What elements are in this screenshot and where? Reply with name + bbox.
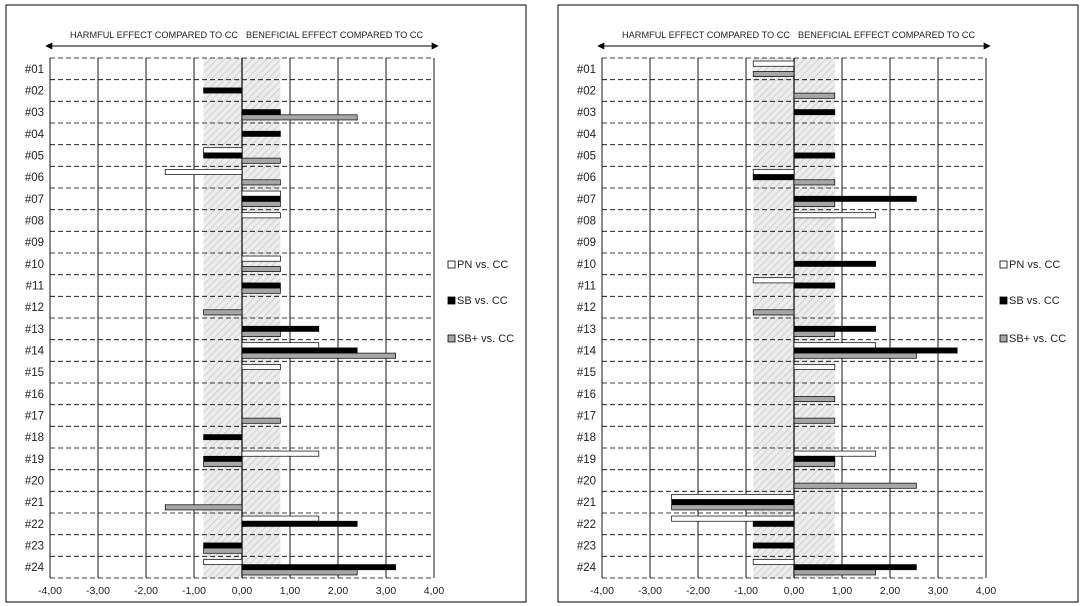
bar-sb-06 (753, 175, 794, 180)
bar-sb-plus-07 (242, 201, 280, 206)
x-tick-label: -4,00 (38, 585, 62, 597)
bar-sb-19 (794, 456, 835, 461)
x-tick-label: 3,00 (375, 585, 397, 597)
category-label: #18 (24, 432, 44, 445)
bar-sb-plus-21 (165, 505, 242, 510)
arrow-right-label: BENEFICIAL EFFECT COMPARED TO CC (246, 30, 424, 40)
bar-sb-plus-17 (794, 418, 835, 423)
bar-sb-22 (242, 521, 357, 526)
category-label: #09 (24, 237, 44, 250)
bar-sb-10 (794, 261, 876, 266)
category-label: #23 (576, 540, 596, 553)
bar-sb-plus-12 (753, 310, 794, 315)
bar-pn-10 (242, 256, 280, 261)
category-label: #24 (24, 562, 44, 575)
x-tick-label: 0,00 (783, 585, 805, 597)
bar-pn-24 (753, 559, 794, 564)
legend-label: PN vs. CC (1009, 259, 1061, 271)
bar-pn-01 (753, 61, 794, 66)
bar-sb-plus-17 (242, 418, 280, 423)
category-label: #16 (576, 388, 596, 401)
category-label: #04 (24, 128, 44, 141)
bar-sb-03 (794, 110, 835, 115)
category-label: #03 (24, 107, 44, 120)
bar-sb-05 (204, 153, 242, 158)
bar-sb-13 (794, 326, 876, 331)
legend-swatch (1000, 261, 1007, 268)
bar-sb-05 (794, 153, 835, 158)
bar-sb-plus-07 (794, 201, 835, 206)
bar-sb-24 (242, 565, 396, 570)
category-label: #18 (576, 432, 596, 445)
category-label: #10 (576, 258, 596, 271)
category-label: #14 (576, 345, 596, 358)
bar-sb-plus-06 (794, 180, 835, 185)
category-label: #15 (576, 367, 596, 380)
bar-pn-15 (242, 364, 280, 369)
category-label: #24 (576, 562, 596, 575)
bar-pn-19 (242, 451, 319, 456)
x-tick-label: -1,00 (734, 585, 758, 597)
bar-sb-plus-19 (794, 461, 835, 466)
bar-pn-06 (753, 169, 794, 174)
bar-sb-07 (794, 196, 916, 201)
bar-sb-plus-13 (242, 331, 280, 336)
category-label: #21 (24, 497, 44, 510)
bar-sb-plus-24 (242, 570, 357, 575)
bar-sb-plus-11 (242, 288, 280, 293)
category-label: #04 (576, 128, 596, 141)
category-label: #17 (24, 410, 44, 423)
legend-label: SB vs. CC (457, 295, 508, 307)
bar-sb-11 (242, 283, 280, 288)
category-label: #20 (24, 475, 44, 488)
x-tick-label: -2,00 (686, 585, 710, 597)
legend-swatch (1000, 335, 1007, 342)
x-tick-label: 2,00 (879, 585, 901, 597)
x-tick-label: 3,00 (927, 585, 949, 597)
category-label: #14 (24, 345, 44, 358)
category-label: #01 (24, 63, 44, 76)
category-label: #10 (24, 258, 44, 271)
category-label: #23 (24, 540, 44, 553)
category-label: #12 (24, 302, 44, 315)
category-label: #12 (576, 302, 596, 315)
category-label: #19 (24, 453, 44, 466)
bar-sb-07 (242, 196, 280, 201)
bar-sb-plus-21 (672, 505, 794, 510)
bar-pn-08 (794, 213, 876, 218)
category-label: #15 (24, 367, 44, 380)
category-label: #11 (25, 280, 44, 293)
category-label: #19 (576, 453, 596, 466)
category-label: #05 (576, 150, 596, 163)
bar-sb-plus-14 (242, 353, 396, 358)
bar-pn-24 (204, 559, 242, 564)
category-label: #13 (24, 323, 44, 336)
x-tick-label: 0,00 (231, 585, 253, 597)
bar-pn-19 (794, 451, 876, 456)
category-label: #11 (577, 280, 596, 293)
x-tick-label: -3,00 (638, 585, 662, 597)
bar-sb-plus-02 (794, 93, 835, 98)
bar-pn-15 (794, 364, 835, 369)
bar-pn-22 (672, 516, 794, 521)
arrow-right-label: BENEFICIAL EFFECT COMPARED TO CC (798, 30, 976, 40)
bar-sb-14 (794, 348, 957, 353)
bar-sb-plus-01 (753, 71, 794, 76)
bar-sb-13 (242, 326, 319, 331)
bar-sb-04 (242, 131, 280, 136)
bar-sb-plus-23 (204, 548, 242, 553)
legend-label: SB+ vs. CC (457, 333, 515, 345)
arrow-left-label: HARMFUL EFFECT COMPARED TO CC (622, 30, 790, 40)
legend-swatch (1000, 297, 1007, 304)
category-label: #08 (576, 215, 596, 228)
bar-sb-02 (204, 88, 242, 93)
legend-label: SB vs. CC (1009, 295, 1060, 307)
x-tick-label: -1,00 (182, 585, 206, 597)
bar-sb-18 (204, 435, 242, 440)
category-label: #22 (576, 518, 596, 531)
bar-sb-19 (204, 456, 242, 461)
x-tick-label: 4,00 (975, 585, 997, 597)
x-tick-label: -4,00 (590, 585, 614, 597)
category-label: #09 (576, 237, 596, 250)
x-tick-label: 2,00 (327, 585, 349, 597)
bar-sb-03 (242, 110, 280, 115)
category-label: #22 (24, 518, 44, 531)
category-label: #07 (576, 193, 596, 206)
bar-pn-22 (242, 516, 319, 521)
arrow-left-label: HARMFUL EFFECT COMPARED TO CC (70, 30, 238, 40)
x-tick-label: 1,00 (279, 585, 301, 597)
category-label: #02 (576, 85, 596, 98)
bar-pn-21 (672, 494, 794, 499)
bar-sb-24 (794, 565, 916, 570)
bar-sb-23 (204, 543, 242, 548)
category-label: #01 (576, 63, 596, 76)
bar-pn-14 (242, 343, 319, 348)
chart-right (552, 0, 1084, 606)
bar-sb-plus-16 (794, 396, 835, 401)
bar-pn-11 (753, 278, 794, 283)
bar-sb-plus-20 (794, 483, 916, 488)
bar-sb-plus-10 (242, 266, 280, 271)
category-label: #16 (24, 388, 44, 401)
category-label: #21 (576, 497, 596, 510)
bar-sb-plus-13 (794, 331, 835, 336)
bar-sb-21 (672, 500, 794, 505)
category-label: #13 (576, 323, 596, 336)
category-label: #02 (24, 85, 44, 98)
category-label: #20 (576, 475, 596, 488)
bar-sb-plus-19 (204, 461, 242, 466)
chart-left (0, 0, 532, 606)
legend-swatch (448, 297, 455, 304)
bar-pn-08 (242, 213, 280, 218)
category-label: #03 (576, 107, 596, 120)
bar-pn-07 (242, 191, 280, 196)
bar-sb-plus-12 (204, 310, 242, 315)
category-label: #17 (576, 410, 596, 423)
category-label: #06 (576, 172, 596, 185)
legend-label: SB+ vs. CC (1009, 333, 1067, 345)
x-tick-label: -3,00 (86, 585, 110, 597)
x-tick-label: 1,00 (831, 585, 853, 597)
bar-sb-plus-24 (794, 570, 876, 575)
bar-pn-06 (165, 169, 242, 174)
bar-pn-05 (204, 148, 242, 153)
category-label: #05 (24, 150, 44, 163)
category-label: #07 (24, 193, 44, 206)
category-label: #06 (24, 172, 44, 185)
bar-sb-plus-14 (794, 353, 916, 358)
bar-sb-22 (753, 521, 794, 526)
bar-sb-23 (753, 543, 794, 548)
bar-sb-plus-05 (242, 158, 280, 163)
category-label: #08 (24, 215, 44, 228)
legend-swatch (448, 335, 455, 342)
bar-pn-14 (794, 343, 876, 348)
legend-label: PN vs. CC (457, 259, 509, 271)
legend-swatch (448, 261, 455, 268)
bar-sb-11 (794, 283, 835, 288)
bar-sb-plus-03 (242, 115, 357, 120)
x-tick-label: -2,00 (134, 585, 158, 597)
bar-sb-plus-06 (242, 180, 280, 185)
x-tick-label: 4,00 (423, 585, 445, 597)
bar-sb-14 (242, 348, 357, 353)
